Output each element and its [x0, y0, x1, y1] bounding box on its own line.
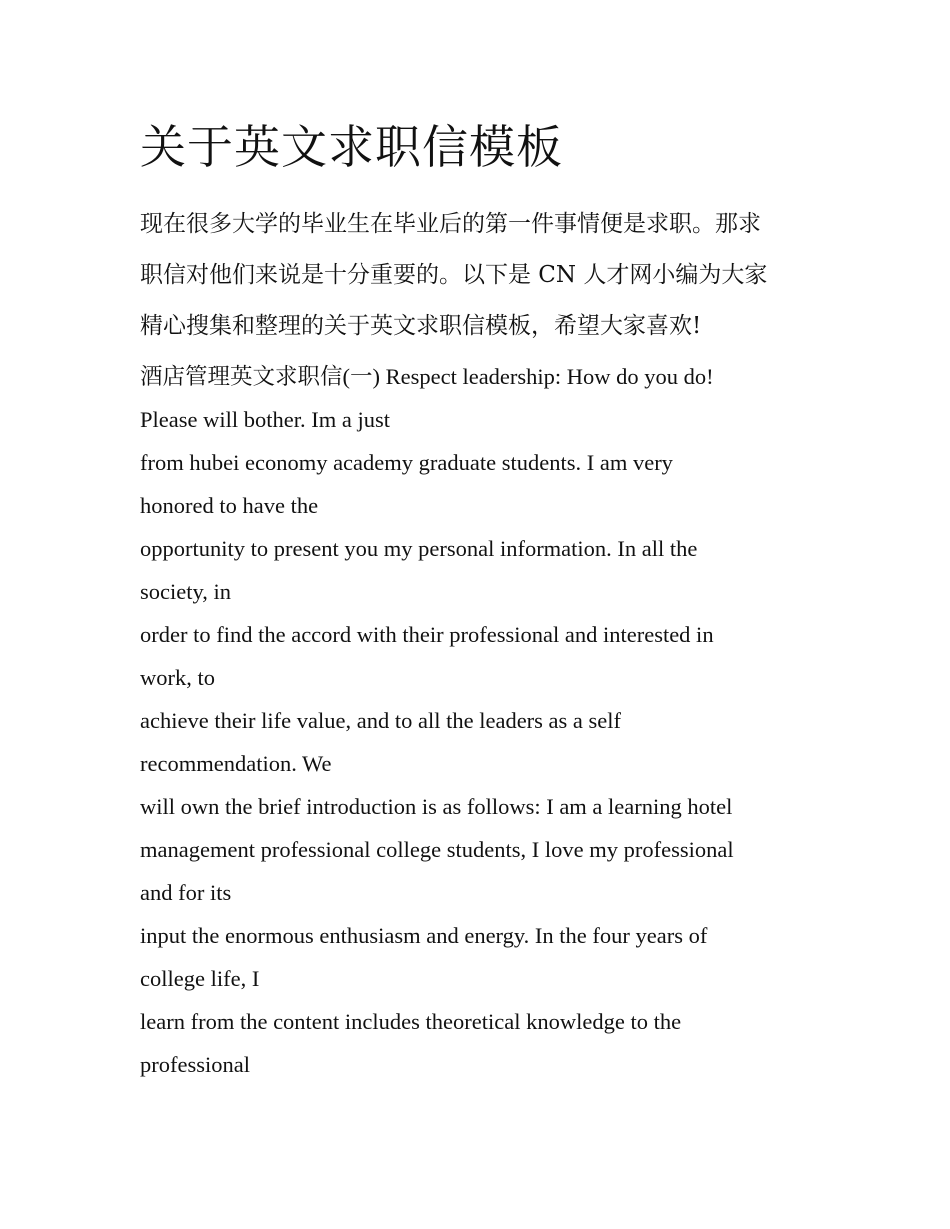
body-line: 酒店管理英文求职信(一) Respect leadership: How do you do!	[140, 364, 714, 389]
body-line: will own the brief introduction is as follows: I am a learning hotel	[140, 794, 733, 819]
intro-line: 职信对他们来说是十分重要的。以下是 CN 人才网小编为大家	[140, 262, 768, 288]
body-line: opportunity to present you my personal information. In all the	[140, 536, 698, 561]
cover-letter-body	[140, 355, 840, 1086]
body-line: input the enormous enthusiasm and energy. In the four years of	[140, 923, 708, 948]
intro-line: 精心搜集和整理的关于英文求职信模板，希望大家喜欢!	[140, 313, 702, 339]
body-line: Please will bother. Im a just	[140, 407, 390, 432]
intro-line: 现在很多大学的毕业生在毕业后的第一件事情便是求职。那求	[140, 211, 761, 237]
body-line: honored to have the	[140, 493, 319, 518]
body-line: management professional college students, I love my professional	[140, 837, 734, 862]
body-line: from hubei economy academy graduate students. I am very	[140, 450, 673, 475]
document-title: 关于英文求职信模板	[140, 120, 563, 174]
intro-paragraph	[140, 199, 840, 352]
body-line: and for its	[140, 880, 232, 905]
body-line: order to find the accord with their professional and interested in	[140, 622, 714, 647]
body-line: society, in	[140, 579, 232, 604]
body-line: work, to	[140, 665, 215, 690]
body-line: recommendation. We	[140, 751, 332, 776]
body-line: achieve their life value, and to all the leaders as a self	[140, 708, 622, 733]
body-line: learn from the content includes theoretical knowledge to the	[140, 1009, 682, 1034]
body-line: professional	[140, 1052, 250, 1077]
body-line: college life, I	[140, 966, 260, 991]
